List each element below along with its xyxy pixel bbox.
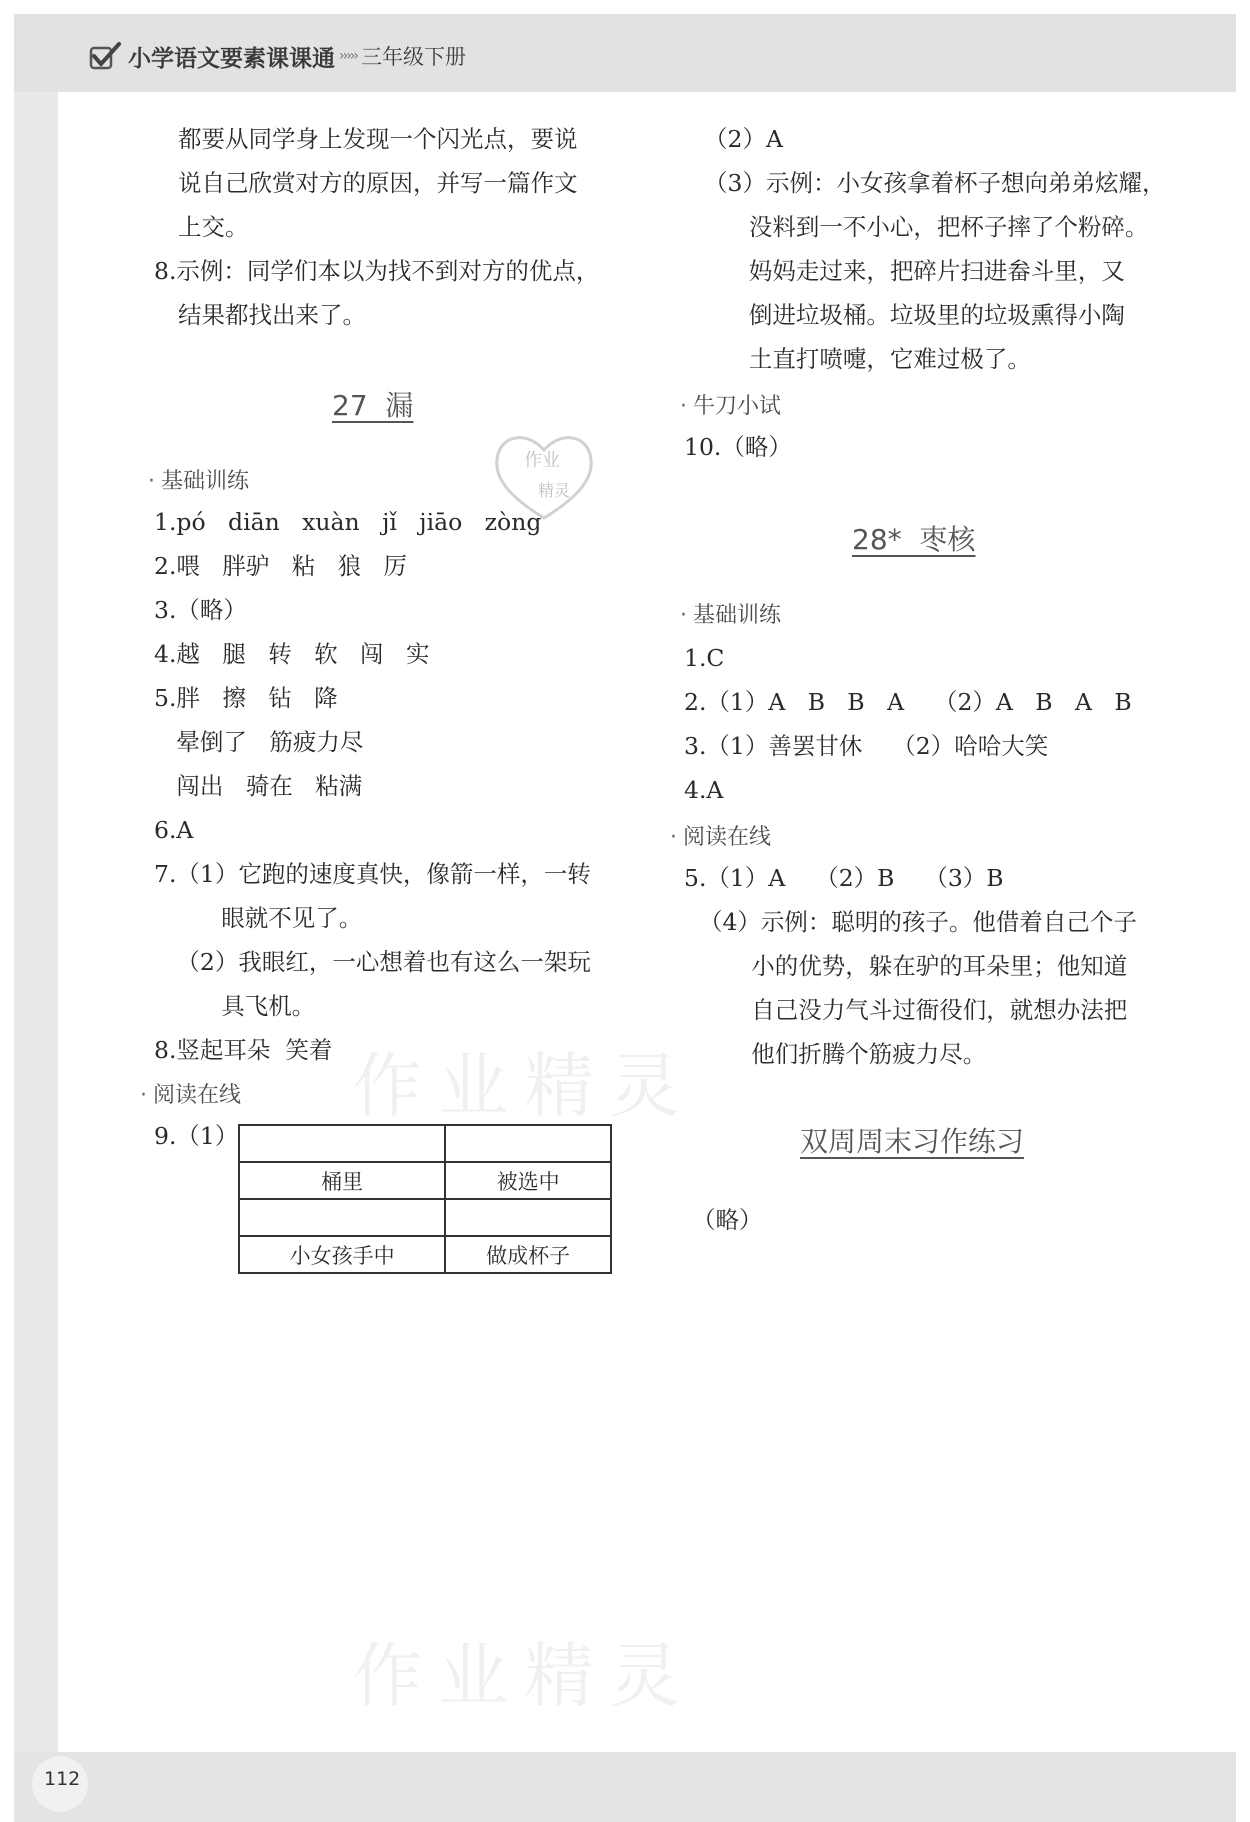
answer-item: 自己没力气斗过衙役们，就想办法把 xyxy=(684,996,1128,1024)
answer-8-prev-line-1: 8.示例：同学们本以为找不到对方的优点， xyxy=(154,257,600,285)
table-cell xyxy=(239,1125,445,1162)
book-header xyxy=(88,36,466,76)
watermark-text: 作业精灵 xyxy=(352,1045,696,1127)
watermark-text-bottom: 作业精灵 xyxy=(352,1635,696,1717)
section-reading-online-28: · 阅读在线 xyxy=(670,820,771,851)
lesson-28-title: 28* 枣核 xyxy=(852,523,976,556)
weekly-practice-title: 双周周末习作练习 xyxy=(800,1125,1025,1158)
answer-item: 土直打喷嚏，它难过极了。 xyxy=(704,345,1031,373)
answer-item: 3.（1）善罢甘休 （2）哈哈大笑 xyxy=(684,732,1049,760)
answer-item: 8.竖起耳朵 笑着 xyxy=(154,1036,333,1064)
intro-line-1: 都要从同学身上发现一个闪光点，要说 xyxy=(178,125,578,153)
answer-item: （4）示例：聪明的孩子。他借着自己个子 xyxy=(684,908,1137,936)
answer-item: 具飞机。 xyxy=(154,992,316,1020)
answer-item: 2.喂 胖驴 粘 狼 厉 xyxy=(154,552,408,580)
answer-item: 倒进垃圾桶。垃圾里的垃圾熏得小陶 xyxy=(704,301,1125,329)
table-row xyxy=(239,1162,611,1199)
answer-item: 1.C xyxy=(684,644,725,672)
answer-item: 7.（1）它跑的速度真快，像箭一样，一转 xyxy=(154,860,591,888)
answer-item: 6.A xyxy=(154,816,194,844)
answer-item: 4.越 腿 转 软 闯 实 xyxy=(154,640,430,668)
section-reading-online: · 阅读在线 xyxy=(140,1078,241,1109)
answer-item: 他们折腾个筋疲力尽。 xyxy=(684,1040,987,1068)
section-basic-training: · 基础训练 xyxy=(148,464,249,495)
answer-item: （2）A xyxy=(704,125,783,153)
answer-9-label: 9.（1） xyxy=(154,1122,239,1150)
page-number: 112 xyxy=(44,1768,81,1790)
answer-item: 眼就不见了。 xyxy=(154,904,363,932)
intro-line-3: 上交。 xyxy=(178,213,249,241)
answer-item: 妈妈走过来，把碎片扫进畚斗里，又 xyxy=(704,257,1125,285)
footer-band xyxy=(14,1752,1236,1822)
lesson-27-title: 27 漏 xyxy=(332,389,414,422)
table-row xyxy=(239,1199,611,1236)
table-cell: 做成杯子 xyxy=(445,1236,611,1273)
answer-item: 没料到一不小心，把杯子摔了个粉碎。 xyxy=(704,213,1149,241)
weekly-practice-answer: （略） xyxy=(692,1206,763,1234)
table-row xyxy=(239,1236,611,1273)
answer-item: 小的优势，躲在驴的耳朵里；他知道 xyxy=(684,952,1128,980)
answer-item: 4.A xyxy=(684,776,724,804)
answer-item: 2.（1）A B B A （2）A B A B xyxy=(684,688,1132,716)
table-cell xyxy=(239,1199,445,1236)
table-cell xyxy=(445,1199,611,1236)
table-cell xyxy=(445,1125,611,1162)
answer-item: 3.（略） xyxy=(154,596,247,624)
table-row xyxy=(239,1125,611,1162)
arrows-decoration: ››››› xyxy=(339,48,357,64)
table-cell: 桶里 xyxy=(239,1162,445,1199)
intro-line-2: 说自己欣赏对方的原因，并写一篇作文 xyxy=(178,169,578,197)
checkmark-icon xyxy=(88,41,122,71)
answer-10: 10.（略） xyxy=(684,433,792,461)
table-cell: 小女孩手中 xyxy=(239,1236,445,1273)
book-title: 小学语文要素课课通 xyxy=(128,45,335,72)
answer-item: 闯出 骑在 粘满 xyxy=(154,772,363,800)
grade-label: 三年级下册 xyxy=(361,45,466,69)
answer-8-prev-line-2: 结果都找出来了。 xyxy=(178,301,366,329)
answer-table xyxy=(238,1124,612,1274)
svg-text:精灵: 精灵 xyxy=(538,481,571,500)
answer-item: 5.（1）A （2）B （3）B xyxy=(684,864,1004,892)
table-cell: 被选中 xyxy=(445,1162,611,1199)
answer-item: 1.pó diān xuàn jǐ jiāo zòng xyxy=(154,508,542,536)
section-basic-training-28: · 基础训练 xyxy=(680,598,781,629)
answer-item: 晕倒了 筋疲力尽 xyxy=(154,728,364,756)
svg-text:作业: 作业 xyxy=(524,450,560,471)
answer-item: （3）示例：小女孩拿着杯子想向弟弟炫耀， xyxy=(704,169,1166,197)
answer-item: （2）我眼红，一心想着也有这么一架玩 xyxy=(154,948,591,976)
section-quick-test: · 牛刀小试 xyxy=(680,389,781,420)
answer-item: 5.胖 擦 钻 降 xyxy=(154,684,338,712)
